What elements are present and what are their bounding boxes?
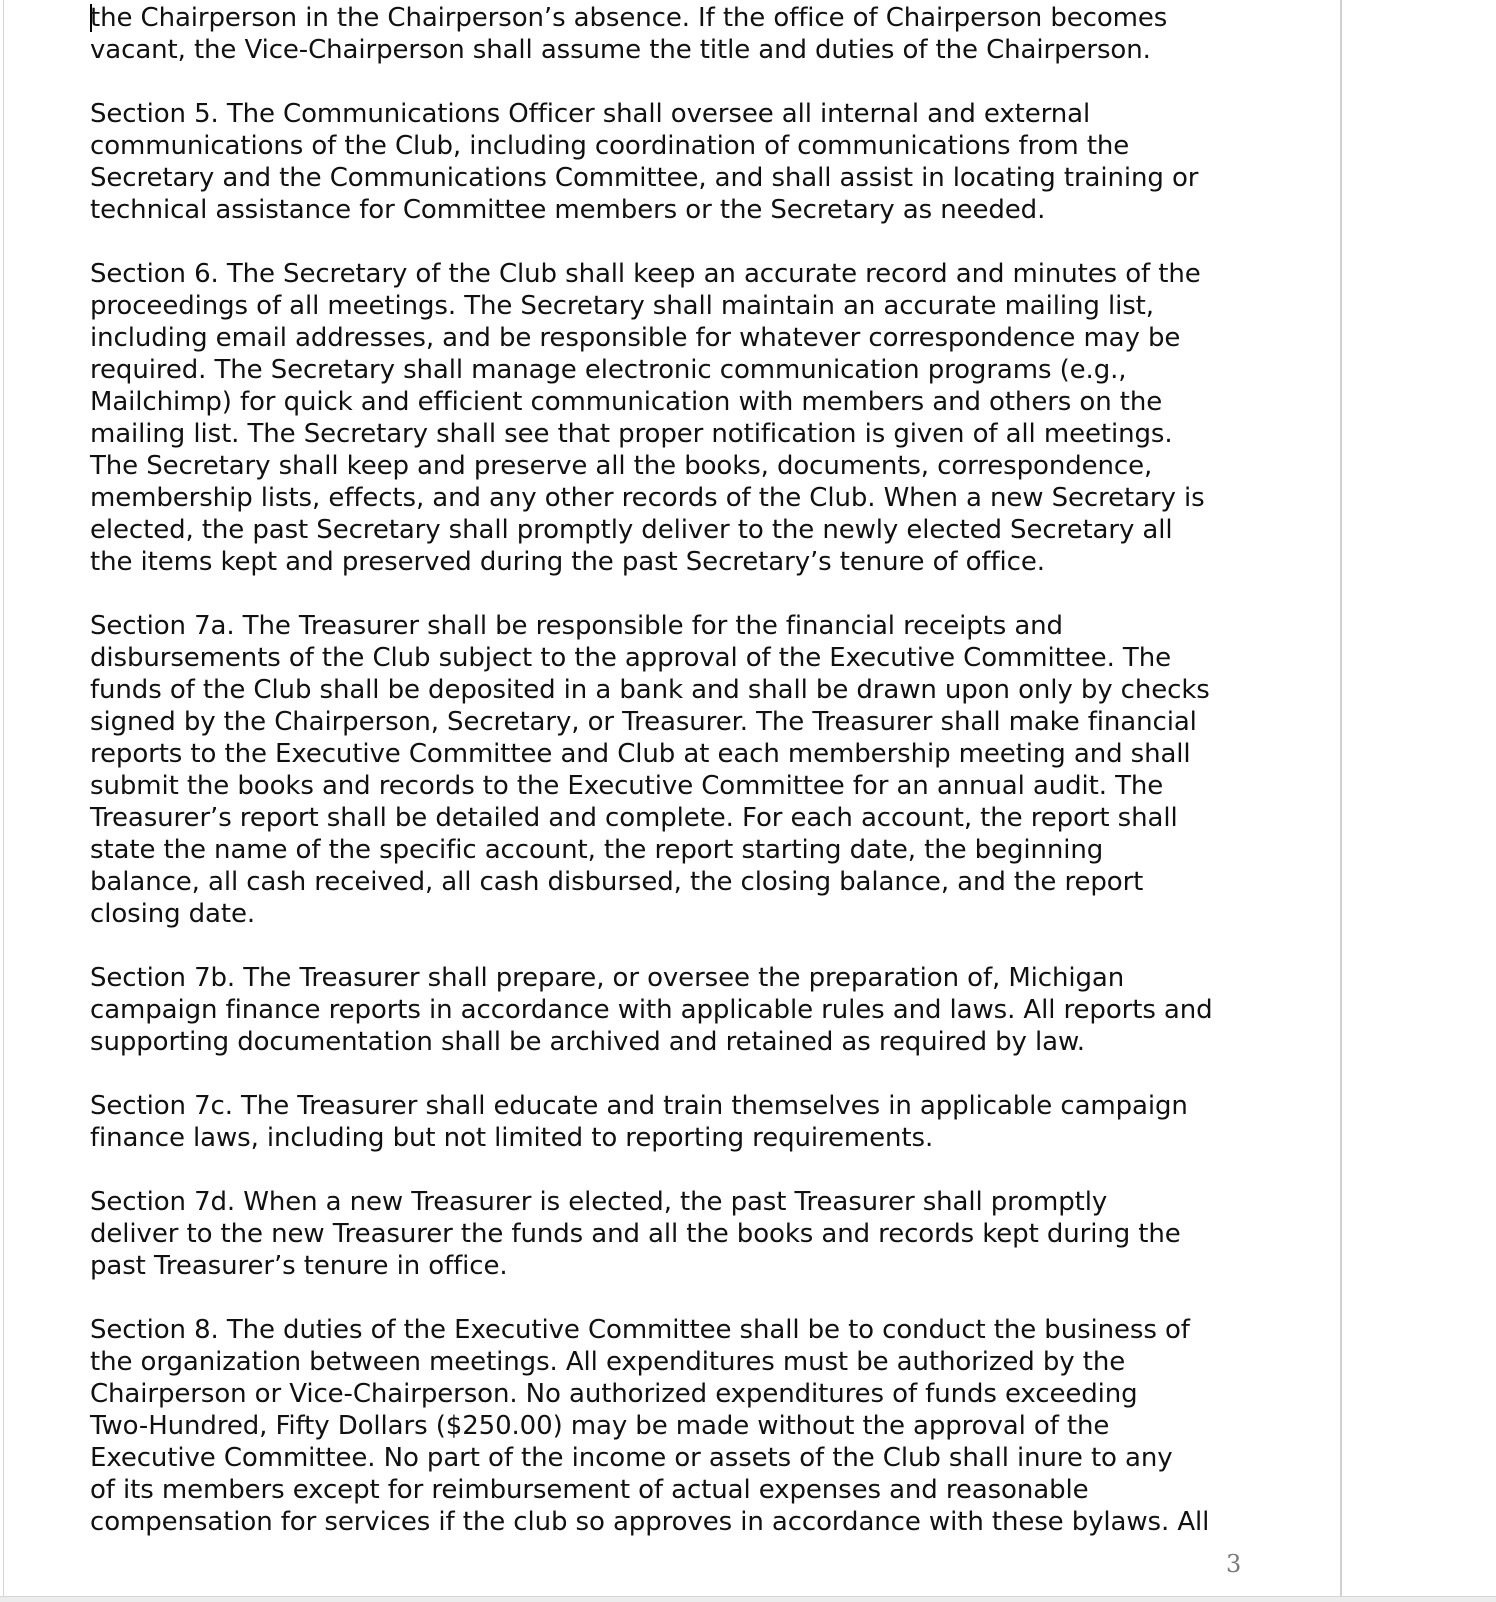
- text-line: signed by the Chairperson, Secretary, or Treasurer. The Treasurer shall make financial: [90, 707, 1197, 737]
- text-line: Secretary and the Communications Committee, and shall assist in locating training or: [90, 163, 1199, 193]
- text-line: Chairperson or Vice-Chairperson. No authorized expenditures of funds exceeding: [90, 1379, 1138, 1409]
- paragraph-section-4-continued: [90, 2, 1330, 66]
- text-line: Section 6. The Secretary of the Club shall keep an accurate record and minutes of the: [90, 259, 1201, 289]
- text-line: Section 7c. The Treasurer shall educate and train themselves in applicable campaign: [90, 1091, 1188, 1121]
- text-line: the items kept and preserved during the past Secretary’s tenure of office.: [90, 547, 1045, 577]
- page-bottom-edge: [0, 1596, 1496, 1602]
- page-left-edge: [3, 0, 4, 1598]
- paragraph-section-6: [90, 258, 1330, 578]
- page-right-edge: [1340, 0, 1342, 1598]
- text-line: required. The Secretary shall manage electronic communication programs (e.g.,: [90, 355, 1127, 385]
- text-line: submit the books and records to the Executive Committee for an annual audit. The: [90, 771, 1164, 801]
- text-line: disbursements of the Club subject to the approval of the Executive Committee. The: [90, 643, 1171, 673]
- text-line: including email addresses, and be responsible for whatever correspondence may be: [90, 323, 1181, 353]
- paragraph-section-7b: [90, 962, 1330, 1058]
- text-line: communications of the Club, including coordination of communications from the: [90, 131, 1130, 161]
- text-line: closing date.: [90, 899, 256, 929]
- text-line: Treasurer’s report shall be detailed and complete. For each account, the report shall: [90, 803, 1178, 833]
- text-line: mailing list. The Secretary shall see that proper notification is given of all meetings.: [90, 419, 1173, 449]
- text-line: membership lists, effects, and any other records of the Club. When a new Secretary is: [90, 483, 1205, 513]
- paragraph-section-8: [90, 1314, 1330, 1538]
- paragraph-section-7c: [90, 1090, 1330, 1154]
- text-line: vacant, the Vice-Chairperson shall assume the title and duties of the Chairperson.: [90, 35, 1151, 65]
- text-line: elected, the past Secretary shall promptly deliver to the newly elected Secretary all: [90, 515, 1173, 545]
- text-line: supporting documentation shall be archived and retained as required by law.: [90, 1027, 1085, 1057]
- text-line: the Chairperson in the Chairperson’s absence. If the office of Chairperson becomes: [90, 3, 1168, 33]
- text-line: balance, all cash received, all cash disbursed, the closing balance, and the report: [90, 867, 1144, 897]
- paragraph-section-7a: [90, 610, 1330, 930]
- text-line: Section 7b. The Treasurer shall prepare, or oversee the preparation of, Michigan: [90, 963, 1125, 993]
- text-line: Section 8. The duties of the Executive Committee shall be to conduct the business of: [90, 1315, 1190, 1345]
- text-line: the organization between meetings. All expenditures must be authorized by the: [90, 1347, 1126, 1377]
- text-line: reports to the Executive Committee and Club at each membership meeting and shall: [90, 739, 1191, 769]
- text-line: compensation for services if the club so approves in accordance with these bylaws. All: [90, 1507, 1210, 1537]
- text-line: campaign finance reports in accordance with applicable rules and laws. All reports and: [90, 995, 1213, 1025]
- document-body[interactable]: [90, 2, 1330, 1570]
- text-line: deliver to the new Treasurer the funds and all the books and records kept during the: [90, 1219, 1181, 1249]
- text-line: Two-Hundred, Fifty Dollars ($250.00) may be made without the approval of the: [90, 1411, 1110, 1441]
- text-line: proceedings of all meetings. The Secretary shall maintain an accurate mailing list,: [90, 291, 1154, 321]
- text-line: Executive Committee. No part of the income or assets of the Club shall inure to any: [90, 1443, 1173, 1473]
- paragraph-section-7d: [90, 1186, 1330, 1282]
- text-line: Mailchimp) for quick and efficient communication with members and others on the: [90, 387, 1163, 417]
- text-line: funds of the Club shall be deposited in a bank and shall be drawn upon only by checks: [90, 675, 1210, 705]
- page-number: 3: [1226, 1550, 1242, 1578]
- paragraph-section-5: [90, 98, 1330, 226]
- text-line: technical assistance for Committee members or the Secretary as needed.: [90, 195, 1046, 225]
- text-line: state the name of the specific account, the report starting date, the beginning: [90, 835, 1104, 865]
- text-line: Section 7d. When a new Treasurer is elected, the past Treasurer shall promptly: [90, 1187, 1108, 1217]
- text-line: The Secretary shall keep and preserve all the books, documents, correspondence,: [90, 451, 1153, 481]
- text-line: past Treasurer’s tenure in office.: [90, 1251, 508, 1281]
- text-line: Section 7a. The Treasurer shall be responsible for the financial receipts and: [90, 611, 1063, 641]
- text-line: finance laws, including but not limited to reporting requirements.: [90, 1123, 934, 1153]
- text-line: of its members except for reimbursement of actual expenses and reasonable: [90, 1475, 1089, 1505]
- text-line: Section 5. The Communications Officer shall oversee all internal and external: [90, 99, 1091, 129]
